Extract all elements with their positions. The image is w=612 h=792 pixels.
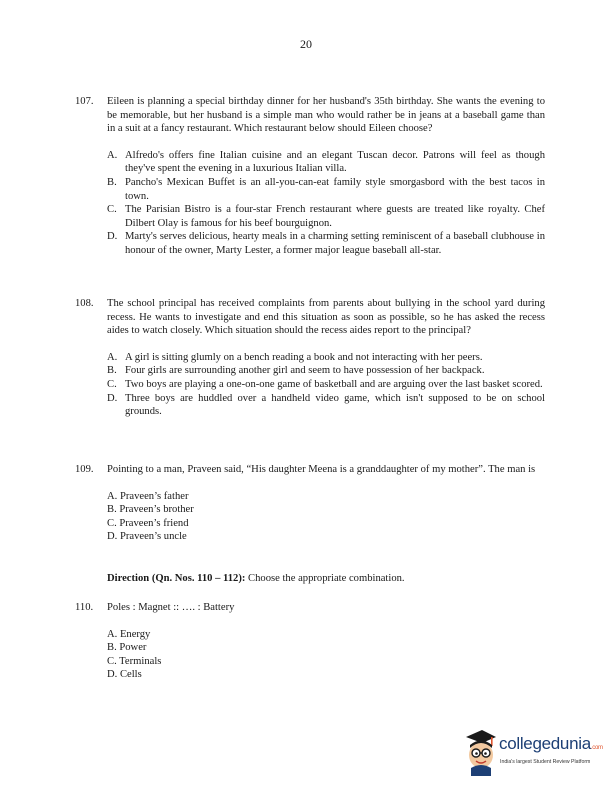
option-label: B. (107, 176, 117, 188)
option-text: The Parisian Bistro is a four-star French restaurant where guests are treated like royalty. Chef Dilbert Olay is famous for his beef bourguignon. (125, 204, 545, 229)
option-label: C. (107, 378, 117, 390)
logo-suffix: .com (590, 745, 603, 751)
option: D. Cells (107, 669, 142, 681)
option-text: Alfredo's offers fine Italian cuisine and an elegant Tuscan decor. Patrons will feel as though they've spent the evening in a luxurious Italian villa. (125, 149, 545, 175)
question-109 (75, 463, 545, 544)
option (107, 392, 545, 419)
question-number: 109. (75, 464, 94, 475)
option (107, 176, 545, 203)
question-number: 107. (75, 96, 94, 107)
option-text: Three boys are huddled over a handheld video game, which isn't supposed to be on school grounds. (125, 392, 545, 418)
option (107, 203, 545, 230)
option: B. Power (107, 642, 147, 654)
question-text: Pointing to a man, Praveen said, “His daughter Meena is a granddaughter of my mother”. The man is (107, 464, 536, 475)
options-list (107, 490, 545, 544)
option: C. Terminals (107, 655, 162, 667)
logo-tagline: India's largest Student Review Platform (500, 759, 591, 765)
options-list (107, 628, 545, 682)
mascot-icon (462, 728, 498, 776)
option: B. Praveen’s brother (107, 504, 194, 516)
question-number: 110. (75, 602, 94, 613)
option: A. Praveen’s father (107, 490, 189, 502)
option: A. Energy (107, 628, 151, 640)
option (107, 364, 545, 378)
option-text: Two boys are playing a one-on-one game of basketball and are arguing over the last basket scored. (125, 378, 543, 390)
option (107, 230, 545, 257)
question-107 (75, 95, 545, 258)
question-number: 108. (75, 298, 94, 309)
option (107, 378, 545, 392)
option (107, 149, 545, 176)
direction-text: Choose the appropriate combination. (245, 573, 405, 584)
question-text: The school principal has received complaints from parents about bullying in the school yard during recess. He wants to investigate and end this situation as soon as possible, so he has asked the recess aides to watch closely. Which situation should the recess aides report to the principal? (107, 298, 545, 337)
option-text: Four girls are surrounding another girl and seem to have possession of her backpack. (125, 365, 485, 377)
logo-wordmark (499, 734, 603, 754)
options-list (107, 149, 545, 258)
question-text: Eileen is planning a special birthday dinner for her husband's 35th birthday. She wants the evening to be memorable, but her husband is a simple man who would rather be in jeans at a baseball game than in a suit at a fancy restaurant. Which restaurant below should Eileen choose? (107, 96, 545, 135)
question-text: Poles : Magnet :: …. : Battery (107, 602, 235, 613)
question-110 (75, 601, 545, 682)
option-label: A. (107, 351, 118, 363)
logo-name: collegedunia (499, 734, 591, 753)
option: C. Praveen’s friend (107, 517, 189, 529)
option-text: A girl is sitting glumly on a bench reading a book and not interacting with her peers. (125, 351, 483, 363)
option-label: A. (107, 149, 118, 161)
option (107, 351, 545, 365)
option: D. Praveen’s uncle (107, 531, 187, 543)
question-108 (75, 297, 545, 419)
option-label: B. (107, 365, 117, 377)
option-text: Pancho's Mexican Buffet is an all-you-can-eat family style smorgasbord with the best tacos in town. (125, 176, 545, 202)
option-label: C. (107, 204, 117, 216)
option-label: D. (107, 231, 118, 243)
direction-note (107, 573, 405, 584)
direction-label: Direction (Qn. Nos. 110 – 112): (107, 573, 246, 584)
options-list (107, 351, 545, 419)
collegedunia-logo (462, 728, 602, 778)
option-text: Marty's serves delicious, hearty meals in a charming setting reminiscent of a baseball clubhouse in honour of the owner, Marty Lester, a former major league baseball all-star. (125, 231, 545, 256)
page-number: 20 (300, 37, 312, 51)
option-label: D. (107, 392, 118, 404)
